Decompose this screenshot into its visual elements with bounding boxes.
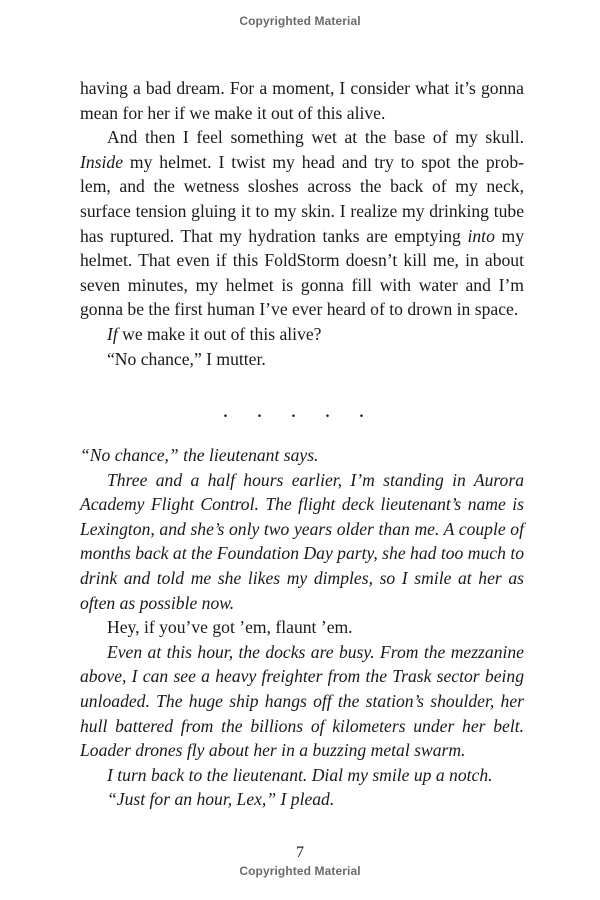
paragraph: “Just for an hour, Lex,” I plead.	[107, 789, 335, 810]
paragraph	[80, 125, 524, 322]
paragraph: Hey, if you’ve got ’em, flaunt ’em.	[107, 617, 353, 638]
paragraph	[80, 322, 524, 347]
text-run: we make it out of this alive?	[117, 323, 322, 344]
scene-two-text	[80, 443, 524, 812]
text-run: my helmet. That even if this FoldStorm doesn’t kill me, in about seven minutes, my helmet is gonna fill with water and I’m gonna be the first human I’ve ever heard of to drown in space.	[80, 225, 524, 320]
emphasis-text: If	[107, 323, 118, 344]
copyright-watermark-bottom: Copyrighted Material	[239, 864, 361, 878]
paragraph: “No chance,” the lieutenant says.	[80, 445, 319, 465]
page-number: 7	[296, 844, 304, 861]
emphasis-text: into	[467, 225, 495, 246]
paragraph: having a bad dream. For a moment, I consider what it’s gonna mean for her if we make it out of this alive.	[80, 78, 524, 123]
copyright-watermark-top: Copyrighted Material	[239, 14, 361, 28]
paragraph: “No chance,” I mutter.	[107, 348, 266, 369]
paragraph: Three and a half hours earlier, I’m standing in Aurora Academy Flight Control. The flight deck lieutenant’s name is Lexington, and she’s only two years older than me. A couple of months back at the Foundation Day party, she had too much to drink and told me she likes my dimples, so I smile at her as often as possible now.	[80, 469, 524, 613]
paragraph: Even at this hour, the docks are busy. From the mezzanine above, I can see a heavy freighter from the Trask sector being unloaded. The huge ship hangs off the station’s shoulder, her hull battered from the billions of kilometers under her belt. Loader drones fly about her in a buzzing metal swarm.	[80, 641, 524, 761]
text-run: And then I feel something wet at the base of my skull.	[107, 127, 524, 148]
paragraph: I turn back to the lieutenant. Dial my smile up a notch.	[107, 764, 493, 785]
emphasis-text: Inside	[80, 151, 123, 172]
scene-break-ornament: . . . . .	[223, 404, 377, 421]
scene-one-text	[80, 76, 524, 371]
text-run: my helmet. I twist my head and try to spot the prob-lem, and the wetness sloshes across the back of my neck, surface tension gluing it to my skin. I realize my drinking tube has ruptured. That my hydration tanks are emptying	[80, 151, 524, 246]
